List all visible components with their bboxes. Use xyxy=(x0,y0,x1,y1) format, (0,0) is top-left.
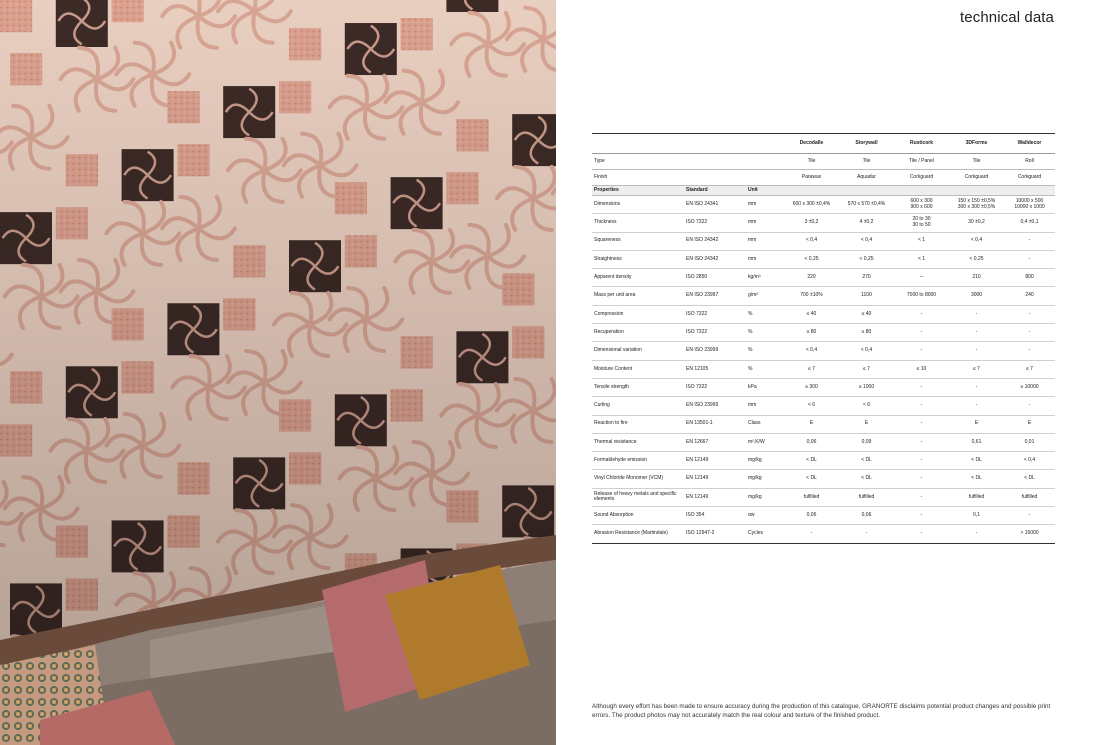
cell-value: - xyxy=(1004,324,1055,342)
unit-cell: mm xyxy=(746,214,784,232)
cell-value: - xyxy=(894,415,949,433)
table-row xyxy=(592,154,1055,170)
cell-value: 700 ±10% xyxy=(784,287,839,305)
cell-value: ≤ 7 xyxy=(839,360,894,378)
property-cell: Thickness xyxy=(592,214,684,232)
table-row xyxy=(592,525,1055,543)
cell-value: ≤ 10 xyxy=(894,360,949,378)
cell-value: Tile xyxy=(784,154,839,170)
standard-cell: EN 12149 xyxy=(684,488,746,506)
standard-cell: ISO 7322 xyxy=(684,378,746,396)
cell-value: < DL xyxy=(839,470,894,488)
standard-cell: ISO 354 xyxy=(684,507,746,525)
cell-value: < DL xyxy=(839,452,894,470)
unit-cell: kPa xyxy=(746,378,784,396)
table-row xyxy=(592,232,1055,250)
property-cell: Vinyl Chloride Monomer (VCM) xyxy=(592,470,684,488)
cell-value: < 0,4 xyxy=(784,232,839,250)
cell-value: 0,06 xyxy=(784,507,839,525)
cell-value: - xyxy=(894,324,949,342)
technical-data-table xyxy=(592,133,1055,544)
cell-value: 0,01 xyxy=(1004,433,1055,451)
cell-value: - xyxy=(894,378,949,396)
cell-value: 220 xyxy=(784,269,839,287)
cell-value: Tile xyxy=(949,154,1004,170)
table-row xyxy=(592,452,1055,470)
unit-cell: mm xyxy=(746,250,784,268)
unit-cell: % xyxy=(746,342,784,360)
unit-cell: Cycles xyxy=(746,525,784,543)
cell-value: 3 ±0,2 xyxy=(784,214,839,232)
standard-cell: EN ISO 24341 xyxy=(684,196,746,214)
cell-value: -- xyxy=(894,269,949,287)
cell-value: - xyxy=(949,342,1004,360)
table-row xyxy=(592,415,1055,433)
cell-value: 210 xyxy=(949,269,1004,287)
property-cell: Apparent density xyxy=(592,269,684,287)
cell-value: - xyxy=(894,488,949,506)
standard-cell: EN ISO 23999 xyxy=(684,342,746,360)
row-label: Type xyxy=(592,154,784,170)
standard-cell: EN 12149 xyxy=(684,452,746,470)
cell-value: 270 xyxy=(839,269,894,287)
table-row xyxy=(592,342,1055,360)
cell-value: - xyxy=(894,342,949,360)
cell-value: 600 x 300 900 x 600 xyxy=(894,196,949,214)
cell-value: < DL xyxy=(784,470,839,488)
page-title: technical data xyxy=(960,9,1054,26)
property-cell: Dimensions xyxy=(592,196,684,214)
properties-header-row xyxy=(592,186,1055,196)
table-row xyxy=(592,360,1055,378)
cell-value: - xyxy=(949,324,1004,342)
cell-value: < 0,4 xyxy=(839,342,894,360)
cell-value: < 1 xyxy=(894,232,949,250)
cell-value: - xyxy=(949,378,1004,396)
standard-cell: ISO 7322 xyxy=(684,305,746,323)
cell-value: - xyxy=(894,433,949,451)
cell-value: - xyxy=(894,452,949,470)
standard-cell: EN 12105 xyxy=(684,360,746,378)
table-row xyxy=(592,287,1055,305)
table-row xyxy=(592,507,1055,525)
cell-value: 7000 to 8000 xyxy=(894,287,949,305)
standard-cell: EN 13501-1 xyxy=(684,415,746,433)
table-row xyxy=(592,250,1055,268)
cell-value: 0,1 xyxy=(949,507,1004,525)
cell-value: ≥ 80 xyxy=(784,324,839,342)
cell-value: 30 ±0,2 xyxy=(949,214,1004,232)
cell-value: ≥ 80 xyxy=(839,324,894,342)
cell-value: > 15000 xyxy=(1004,525,1055,543)
cell-value: - xyxy=(894,525,949,543)
unit-cell: g/m² xyxy=(746,287,784,305)
table-row xyxy=(592,397,1055,415)
cell-value: - xyxy=(1004,305,1055,323)
cell-value: E xyxy=(839,415,894,433)
cell-value: E xyxy=(1004,415,1055,433)
cell-value: ≤ 7 xyxy=(949,360,1004,378)
disclaimer-text: Although every effort has been made to ensure accuracy during the production of this catalogue, GRANORTE disclaims potential product changes and possible print errors. The product photos may not accurately match the real colour and texture of the finished product. xyxy=(592,703,1051,719)
cell-value: 0,06 xyxy=(784,433,839,451)
cell-value: 4 ±0,2 xyxy=(839,214,894,232)
cell-value: - xyxy=(1004,232,1055,250)
standard-cell: EN 12667 xyxy=(684,433,746,451)
cell-value: Tile xyxy=(839,154,894,170)
cell-value: < 0,25 xyxy=(949,250,1004,268)
cell-value: - xyxy=(839,525,894,543)
cell-value: Corkguard xyxy=(894,170,949,186)
technical-data-page xyxy=(556,0,1094,745)
cell-value: - xyxy=(949,305,1004,323)
cell-value: 0,4 ±0,1 xyxy=(1004,214,1055,232)
table-row xyxy=(592,488,1055,506)
cell-value: Tile / Panel xyxy=(894,154,949,170)
cell-value: < 0,25 xyxy=(839,250,894,268)
unit-cell: mm xyxy=(746,397,784,415)
unit-cell: % xyxy=(746,305,784,323)
cell-value: < 0,4 xyxy=(1004,452,1055,470)
cell-value: Parawax xyxy=(784,170,839,186)
cell-value: < DL xyxy=(784,452,839,470)
standard-cell: ISO 7322 xyxy=(684,324,746,342)
cell-value: 570 x 570 ±0,4% xyxy=(839,196,894,214)
cell-value: < DL xyxy=(949,452,1004,470)
table-row xyxy=(592,170,1055,186)
cell-value: - xyxy=(894,470,949,488)
cell-value: fulfilled xyxy=(784,488,839,506)
table-row xyxy=(592,196,1055,214)
cell-value: < DL xyxy=(1004,470,1055,488)
unit-cell: % xyxy=(746,360,784,378)
cell-value: < 6 xyxy=(784,397,839,415)
table-row xyxy=(592,269,1055,287)
cell-value: 0,61 xyxy=(949,433,1004,451)
unit-cell: mm xyxy=(746,232,784,250)
standard-cell: EN ISO 24342 xyxy=(684,250,746,268)
cell-value: - xyxy=(1004,342,1055,360)
property-cell: Moisture Content xyxy=(592,360,684,378)
property-cell: Compression xyxy=(592,305,684,323)
unit-cell: m².K/W xyxy=(746,433,784,451)
cell-value: fulfilled xyxy=(839,488,894,506)
property-cell: Curling xyxy=(592,397,684,415)
cell-value: 10000 x 500 10000 x 1000 xyxy=(1004,196,1055,214)
unit-cell: mg/kg xyxy=(746,470,784,488)
standard-cell: EN ISO 23999 xyxy=(684,397,746,415)
cell-value: fulfilled xyxy=(949,488,1004,506)
cell-value: - xyxy=(1004,250,1055,268)
cell-value: 3000 xyxy=(949,287,1004,305)
cell-value: fulfilled xyxy=(1004,488,1055,506)
cell-value: < 6 xyxy=(839,397,894,415)
property-cell: Thermal resistance xyxy=(592,433,684,451)
property-cell: Reaction to fire xyxy=(592,415,684,433)
property-cell: Straightness xyxy=(592,250,684,268)
cell-value: 1100 xyxy=(839,287,894,305)
cell-value: Aquadur xyxy=(839,170,894,186)
standard-label: Standard xyxy=(684,186,746,196)
cell-value: - xyxy=(894,397,949,415)
unit-cell: αw xyxy=(746,507,784,525)
product-header: 3DForms xyxy=(949,134,1004,154)
product-header: Walldecor xyxy=(1004,134,1055,154)
cell-value: E xyxy=(949,415,1004,433)
property-cell: Mass per unit area xyxy=(592,287,684,305)
product-header: Rusticork xyxy=(894,134,949,154)
cell-value: Corkguard xyxy=(1004,170,1055,186)
table-row xyxy=(592,214,1055,232)
standard-cell: EN 12149 xyxy=(684,470,746,488)
table-row xyxy=(592,378,1055,396)
cell-value: - xyxy=(894,507,949,525)
property-cell: Abrasion Resistance (Martindale) xyxy=(592,525,684,543)
cell-value: < 0,4 xyxy=(784,342,839,360)
unit-label: Unit xyxy=(746,186,784,196)
cell-value: ≥ 10000 xyxy=(1004,378,1055,396)
property-cell: Tensile strength xyxy=(592,378,684,396)
cell-value: - xyxy=(949,397,1004,415)
table-row xyxy=(592,305,1055,323)
standard-cell: ISO 2850 xyxy=(684,269,746,287)
cell-value: < DL xyxy=(949,470,1004,488)
standard-cell: EN ISO 24342 xyxy=(684,232,746,250)
cell-value: ≤ 7 xyxy=(1004,360,1055,378)
cell-value: < 0,4 xyxy=(949,232,1004,250)
standard-cell: ISO 7322 xyxy=(684,214,746,232)
table-row xyxy=(592,324,1055,342)
cell-value: < 0,25 xyxy=(784,250,839,268)
cell-value: ≥ 300 xyxy=(784,378,839,396)
standard-cell: ISO 12947-2 xyxy=(684,525,746,543)
cell-value: - xyxy=(1004,507,1055,525)
product-header: Storywall xyxy=(839,134,894,154)
property-cell: Release of heavy metals and specific elements xyxy=(592,488,684,506)
unit-cell: mg/kg xyxy=(746,488,784,506)
row-label: Finish xyxy=(592,170,784,186)
cell-value: Roll xyxy=(1004,154,1055,170)
product-header: Decodalle xyxy=(784,134,839,154)
cell-value: - xyxy=(894,305,949,323)
cell-value: ≤ 40 xyxy=(839,305,894,323)
cell-value: 20 to 30 30 to 50 xyxy=(894,214,949,232)
cell-value: ≤ 7 xyxy=(784,360,839,378)
property-cell: Squareness xyxy=(592,232,684,250)
cell-value: < 0,4 xyxy=(839,232,894,250)
unit-cell: mg/kg xyxy=(746,452,784,470)
cell-value: 240 xyxy=(1004,287,1055,305)
property-cell: Formaldehyde emission xyxy=(592,452,684,470)
table-row xyxy=(592,433,1055,451)
cell-value: Corkguard xyxy=(949,170,1004,186)
cell-value: ≥ 1000 xyxy=(839,378,894,396)
property-cell: Dimensional variation xyxy=(592,342,684,360)
properties-label: Properties xyxy=(592,186,684,196)
cell-value: 150 x 150 ±0,5% 300 x 300 ±0,5% xyxy=(949,196,1004,214)
table-row xyxy=(592,470,1055,488)
unit-cell: kg/m³ xyxy=(746,269,784,287)
cell-value: 600 x 300 ±0,4% xyxy=(784,196,839,214)
cell-value: ≤ 40 xyxy=(784,305,839,323)
unit-cell: Class xyxy=(746,415,784,433)
unit-cell: % xyxy=(746,324,784,342)
standard-cell: EN ISO 23997 xyxy=(684,287,746,305)
property-cell: Recuperation xyxy=(592,324,684,342)
cell-value: - xyxy=(1004,397,1055,415)
cell-value: - xyxy=(784,525,839,543)
cell-value: 0,09 xyxy=(839,433,894,451)
property-cell: Sound Absorption xyxy=(592,507,684,525)
cell-value: 800 xyxy=(1004,269,1055,287)
table-header-row xyxy=(592,134,1055,154)
cell-value: 0,06 xyxy=(839,507,894,525)
cell-value: - xyxy=(949,525,1004,543)
cell-value: < 1 xyxy=(894,250,949,268)
cell-value: E xyxy=(784,415,839,433)
unit-cell: mm xyxy=(746,196,784,214)
